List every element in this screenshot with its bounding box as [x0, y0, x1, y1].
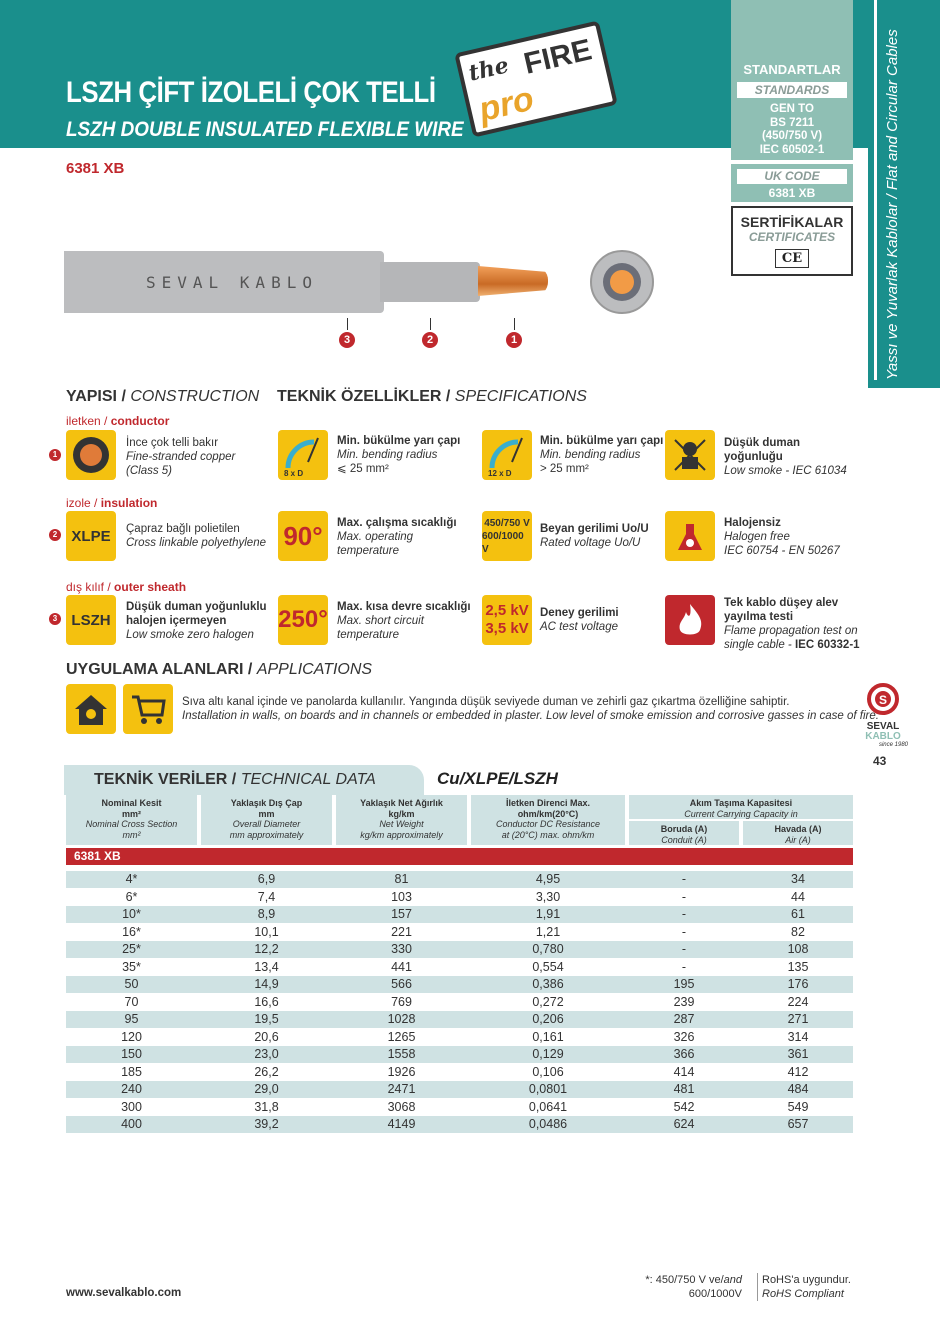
- standards-list: GEN TO BS 7211 (450/750 V) IEC 60502-1: [759, 103, 825, 156]
- insulation-description: Çapraz bağlı polietilen Cross linkable polyethylene: [126, 523, 266, 549]
- table-cell: 3,30: [535, 889, 561, 904]
- copper-conductor-image: [478, 266, 548, 296]
- table-cell: 50: [124, 977, 139, 991]
- bending-radius-text-2: Min. bükülme yarı çapı Min. bending radius > 25 mm²: [540, 435, 664, 475]
- certificates-title: SERTİFİKALAR: [740, 214, 844, 230]
- header-conductor-resistance: İletken Direnci Max. ohm/km(20°C) Conductor DC Resistance at (20°C) max. ohm/km: [471, 795, 625, 845]
- table-cell: 14,9: [254, 977, 279, 991]
- table-row: [66, 1011, 853, 1028]
- table-cell: 4*: [125, 872, 138, 886]
- bending-radius-text-1: Min. bükülme yarı çapı Min. bending radius ⩽ 25 mm²: [337, 435, 461, 475]
- table-cell: 412: [787, 1064, 809, 1079]
- table-cell: 120: [121, 1029, 142, 1044]
- table-row: [66, 871, 853, 888]
- insulation-label: izole / insulation: [66, 496, 158, 510]
- table-row: [66, 1029, 853, 1046]
- table-row: [66, 1046, 853, 1063]
- outer-sheath-description: Düşük duman yoğunluklu halojen içermeyen Low smoke zero halogen: [126, 601, 267, 641]
- table-cell: 287: [673, 1012, 695, 1026]
- table-cell: 2471: [387, 1082, 416, 1096]
- voltage-footnote: *: 450/750 V ve/and 600/1000V: [645, 1274, 742, 1300]
- table-cell: 16,6: [254, 994, 279, 1009]
- table-cell: 176: [787, 977, 809, 991]
- table-cell: 6,9: [257, 872, 276, 886]
- halogen-free-text: Halojensiz Halogen free IEC 60754 - EN 50267: [724, 517, 840, 557]
- low-smoke-icon: [665, 430, 715, 480]
- outer-sheath-number: 3: [49, 613, 61, 625]
- standards-subtitle: STANDARDS: [737, 82, 847, 98]
- table-cell: 549: [787, 1099, 809, 1114]
- table-cell: 1,91: [535, 907, 561, 921]
- svg-text:12 x D: 12 x D: [488, 469, 512, 478]
- table-cell: -: [681, 942, 687, 956]
- table-row: [66, 1116, 853, 1133]
- table-cell: 35*: [122, 959, 141, 974]
- table-cell: -: [681, 872, 687, 886]
- table-cell: 1926: [387, 1064, 416, 1079]
- table-cell: -: [681, 924, 687, 939]
- table-cell: 624: [673, 1117, 695, 1131]
- table-cell: 81: [394, 872, 409, 886]
- house-icon: [66, 684, 116, 734]
- table-cell: 1,21: [535, 924, 561, 939]
- table-cell: 82: [791, 924, 805, 939]
- bending-radius-12d-icon: [482, 430, 532, 480]
- outer-sheath-label: dış kılıf / outer sheath: [66, 580, 187, 594]
- table-cell: 239: [673, 994, 695, 1009]
- table-cell: 366: [673, 1047, 695, 1061]
- applications-heading: UYGULAMA ALANLARI / APPLICATIONS: [66, 661, 373, 678]
- header-nominal-section: Nominal Kesit mm² Nominal Cross Section mm²: [66, 795, 197, 845]
- table-cell: 61: [791, 907, 805, 921]
- table-cell: -: [681, 907, 687, 921]
- table-cell: 769: [391, 994, 412, 1009]
- table-cell: 400: [121, 1117, 142, 1131]
- table-cell: 566: [391, 977, 412, 991]
- table-cell: 441: [391, 959, 412, 974]
- table-cell: 185: [121, 1064, 142, 1079]
- table-cell: 1265: [387, 1029, 416, 1044]
- table-row: [66, 1099, 853, 1116]
- conductor-number: 1: [49, 449, 61, 461]
- table-cell: 0,0801: [528, 1082, 568, 1096]
- table-cell: 0,554: [532, 959, 564, 974]
- table-row: [66, 941, 853, 958]
- test-voltage-icon: 2,5 kV 3,5 kV: [482, 595, 532, 645]
- specifications-heading: TEKNİK ÖZELLİKLER / SPECIFICATIONS: [277, 388, 587, 405]
- low-smoke-text: Düşük duman yoğunluğu Low smoke - IEC 61034: [724, 437, 847, 477]
- table-cell: 10,1: [254, 924, 279, 939]
- uk-code-value: 6381 XB: [768, 186, 816, 200]
- table-cell: 0,780: [532, 942, 564, 956]
- table-cell: 481: [673, 1082, 695, 1096]
- table-cell: 300: [121, 1099, 142, 1114]
- operating-temperature-text: Max. çalışma sıcaklığı Max. operating temperature: [337, 517, 457, 557]
- lszh-icon: LSZH: [66, 595, 116, 645]
- table-row: [66, 906, 853, 923]
- product-code: 6381 XB: [66, 160, 125, 177]
- applications-text: Sıva altı kanal içinde ve panolarda kullanılır. Yangında düşük seviyede duman ve zehirli gaz çıkartma özelliğine sahiptir. Installation in walls, on boards and in channels or embedded in plaster. Low level of smoke emission and corrosive gasses in case of fire.: [182, 696, 879, 722]
- table-cell: 6*: [125, 889, 138, 904]
- table-cell: 0,272: [532, 994, 564, 1009]
- table-cell: 135: [787, 959, 809, 974]
- cable-image: [64, 251, 384, 313]
- table-cell: 70: [124, 994, 139, 1009]
- table-row: [66, 889, 853, 906]
- construction-heading: YAPISI / CONSTRUCTION: [66, 388, 260, 405]
- table-cell: 0,0641: [528, 1099, 568, 1114]
- table-cell: 103: [391, 889, 412, 904]
- table-cell: -: [681, 959, 687, 974]
- flame-propagation-text: Tek kablo düşey alev yayılma testi Flame propagation test on single cable - IEC 60332-1: [724, 597, 860, 651]
- website-link[interactable]: www.sevalkablo.com: [66, 1287, 182, 1299]
- table-cell: 4,95: [535, 872, 561, 886]
- table-cell: 25*: [122, 942, 141, 956]
- table-row: [66, 1064, 853, 1081]
- table-cell: 326: [673, 1029, 695, 1044]
- table-cell: 0,106: [532, 1064, 564, 1079]
- header-net-weight: Yaklaşık Net Ağırlık kg/km Net Weight kg/km approximately: [336, 795, 467, 845]
- table-row: [66, 994, 853, 1011]
- operating-temperature-icon: 90°: [278, 511, 328, 561]
- rated-voltage-text: Beyan gerilimi Uo/U Rated voltage Uo/U: [540, 523, 649, 549]
- table-row: [66, 1081, 853, 1098]
- seval-kablo-logo: S SEVAL KABLO since 1980: [858, 683, 908, 747]
- cable-print: SEVAL KABLO: [146, 273, 318, 292]
- table-cell: 44: [791, 889, 805, 904]
- table-cell: 0,386: [532, 977, 564, 991]
- table-row: [66, 976, 853, 993]
- side-label: Yassı ve Yuvarlak Kablolar / Flat and Circular Cables: [884, 29, 901, 380]
- table-cell: 1558: [387, 1047, 416, 1061]
- table-cell: 34: [791, 872, 805, 886]
- table-cell: 4149: [387, 1117, 416, 1131]
- table-cell: 108: [787, 942, 809, 956]
- page-title: LSZH ÇİFT İZOLELİ ÇOK TELLİ: [66, 76, 436, 109]
- table-cell: 10*: [122, 907, 141, 921]
- conductor-description: İnce çok telli bakır Fine-stranded copper (Class 5): [126, 437, 236, 477]
- table-cell: 20,6: [254, 1029, 279, 1044]
- table-cell: 8,9: [257, 907, 276, 921]
- table-cell: 19,5: [254, 1012, 279, 1026]
- header-air: Havada (A) Air (A): [743, 821, 853, 845]
- uk-code-label: UK CODE: [737, 169, 847, 184]
- marker-1: 1: [506, 332, 522, 348]
- table-cell: 26,2: [254, 1064, 279, 1079]
- table-cell: 95: [124, 1012, 139, 1026]
- table-cell: 23,0: [254, 1047, 279, 1061]
- table-cell: 13,4: [254, 959, 279, 974]
- table-cell: 271: [787, 1012, 809, 1026]
- table-cell: 12,2: [254, 942, 279, 956]
- header-overall-diameter: Yaklaşık Dış Çap mm Overall Diameter mm approximately: [201, 795, 332, 845]
- product-group-bar: 6381 XB: [66, 848, 853, 865]
- table-cell: 0,206: [532, 1012, 564, 1026]
- page-number: 43: [873, 754, 887, 768]
- table-cell: 3068: [387, 1099, 416, 1114]
- table-cell: 224: [787, 994, 809, 1009]
- standards-title: STANDARTLAR: [743, 62, 841, 77]
- table-row: [66, 924, 853, 941]
- short-circuit-temperature-text: Max. kısa devre sıcaklığı Max. short circuit temperature: [337, 601, 471, 641]
- table-cell: -: [681, 889, 687, 904]
- conductor-cross-section-icon: [66, 430, 116, 480]
- svg-text:S: S: [879, 693, 888, 707]
- flame-icon: [665, 595, 715, 645]
- table-cell: 221: [391, 924, 412, 939]
- table-cell: 542: [673, 1099, 695, 1114]
- page-subtitle: LSZH DOUBLE INSULATED FLEXIBLE WIRE: [66, 118, 464, 141]
- xlpe-icon: XLPE: [66, 511, 116, 561]
- bending-radius-8d-icon: [278, 430, 328, 480]
- table-cell: 150: [121, 1047, 142, 1061]
- marker-2: 2: [422, 332, 438, 348]
- profire-logo: the pro FIRE: [454, 20, 618, 137]
- table-cell: 16*: [122, 924, 141, 939]
- table-cell: 414: [673, 1064, 695, 1079]
- marker-3: 3: [339, 332, 355, 348]
- table-cell: 314: [787, 1029, 809, 1044]
- material-label: Cu/XLPE/LSZH: [437, 769, 558, 788]
- table-cell: 0,161: [532, 1029, 564, 1044]
- table-cell: 7,4: [257, 889, 276, 904]
- header-conduit: Boruda (A) Conduit (A): [629, 821, 739, 845]
- table-cell: 0,0486: [528, 1117, 568, 1131]
- table-cell: 240: [121, 1082, 142, 1096]
- cable-insulation-image: [380, 262, 480, 302]
- table-cell: 0,129: [532, 1047, 564, 1061]
- test-voltage-text: Deney gerilimi AC test voltage: [540, 607, 619, 633]
- rohs-note: RoHS'a uygundur. RoHS Compliant: [757, 1273, 851, 1301]
- shopping-cart-icon: [123, 684, 173, 734]
- halogen-free-icon: [665, 511, 715, 561]
- cable-cross-section-image: [590, 250, 654, 314]
- certificates-subtitle: CERTIFICATES: [748, 230, 836, 244]
- table-row: [66, 959, 853, 976]
- technical-data-heading: TEKNİK VERİLER / TECHNICAL DATA: [94, 771, 376, 788]
- header-current-capacity: Akım Taşıma Kapasitesi Current Carrying Capacity in: [629, 795, 853, 819]
- table-cell: 157: [391, 907, 412, 921]
- insulation-number: 2: [49, 529, 61, 541]
- table-cell: 29,0: [254, 1082, 279, 1096]
- conductor-label: iletken / conductor: [66, 414, 170, 428]
- short-circuit-temperature-icon: 250°: [278, 595, 328, 645]
- table-cell: 195: [673, 977, 695, 991]
- svg-text:8 x D: 8 x D: [284, 469, 304, 478]
- table-cell: 361: [787, 1047, 809, 1061]
- table-cell: 1028: [387, 1012, 416, 1026]
- table-cell: 31,8: [254, 1099, 279, 1114]
- table-cell: 484: [787, 1082, 809, 1096]
- table-cell: 39,2: [254, 1117, 279, 1131]
- table-cell: 330: [391, 942, 412, 956]
- table-cell: 657: [787, 1117, 809, 1131]
- ce-mark-icon: CE: [775, 249, 809, 268]
- rated-voltage-icon: 450/750 V 600/1000 V: [482, 511, 532, 561]
- certificates-panel: [731, 206, 853, 276]
